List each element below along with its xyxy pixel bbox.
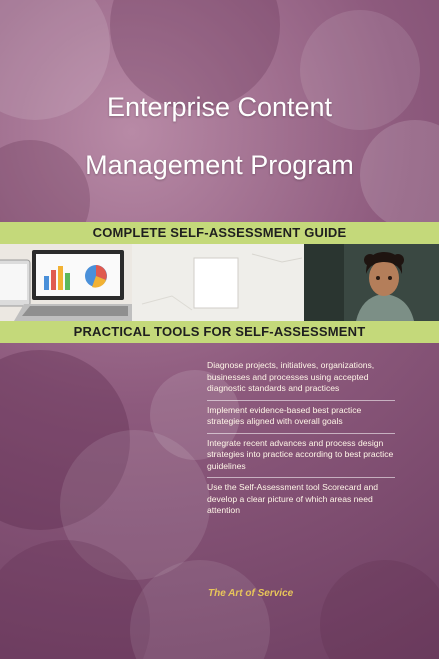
laptop-photo bbox=[0, 244, 132, 321]
feature-item: Integrate recent advances and process design strategies into practice according to best practice guidelines bbox=[207, 434, 395, 479]
paper-note-photo bbox=[132, 244, 304, 321]
title-line-2: Management Program bbox=[85, 150, 354, 180]
title-line-1: Enterprise Content bbox=[106, 92, 333, 122]
subtitle-band-top: COMPLETE SELF-ASSESSMENT GUIDE bbox=[0, 222, 439, 244]
feature-item: Implement evidence-based best practice strategies aligned with overall goals bbox=[207, 401, 395, 434]
publisher-brand: The Art of Service bbox=[208, 588, 294, 599]
feature-list bbox=[207, 356, 395, 522]
feature-item: Use the Self-Assessment tool Scorecard and develop a clear picture of which areas need attention bbox=[207, 482, 379, 515]
child-photo bbox=[304, 244, 439, 321]
bokeh-circle bbox=[320, 560, 439, 659]
subtitle-band-bottom: PRACTICAL TOOLS FOR SELF-ASSESSMENT bbox=[0, 321, 439, 343]
cover-title bbox=[0, 78, 439, 194]
photo-strip bbox=[0, 244, 439, 321]
feature-item: Diagnose projects, initiatives, organizations, businesses and processes using accepted diagnostic standards and practices bbox=[207, 356, 395, 401]
